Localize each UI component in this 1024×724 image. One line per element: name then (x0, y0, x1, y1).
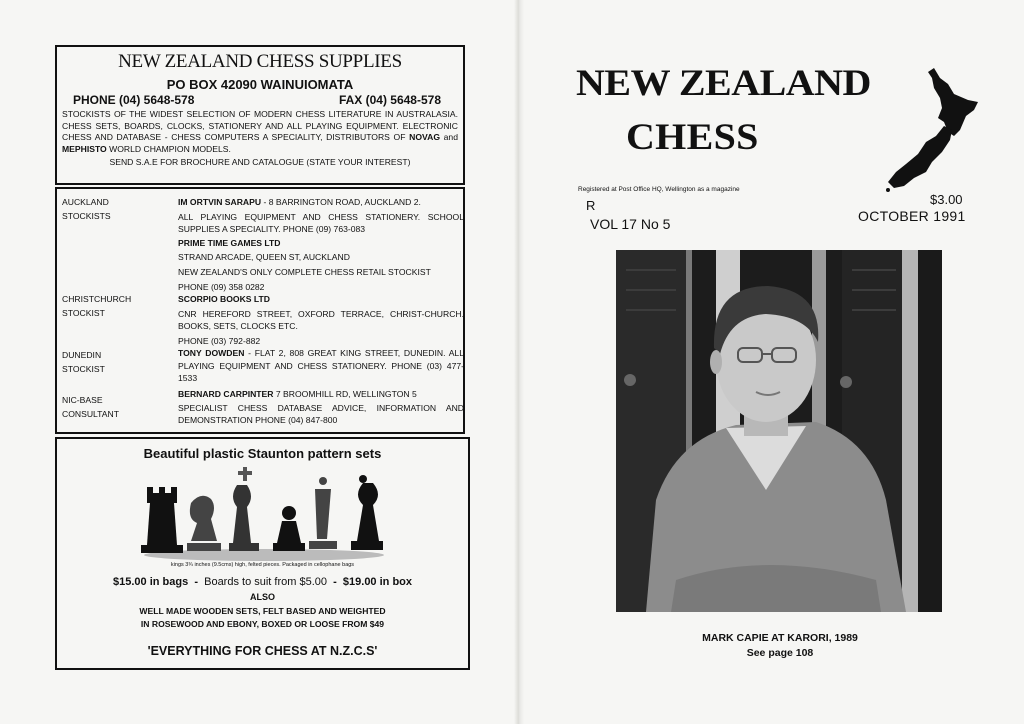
photo-caption: MARK CAPIE AT KARORI, 1989 (702, 632, 858, 644)
cover-photo (616, 250, 942, 612)
registration-note: Registered at Post Office HQ, Wellington as a magazine (578, 186, 740, 193)
chess-sets-ad-box (55, 437, 470, 670)
chess-pieces-illustration (139, 463, 389, 563)
supplier-ad-box (55, 45, 465, 185)
wooden-sets-line2: IN ROSEWOOD AND EBONY, BOXED OR LOOSE FROM $49 (140, 619, 385, 629)
cover-photo-image (616, 250, 942, 612)
supplier-description: STOCKISTS OF THE WIDEST SELECTION OF MODERN CHESS LITERATURE IN AUSTRALASIA. CHESS SETS, BOARDS, CLOCKS, STATIONERY AND ALL PLAYING EQUIPMENT. ELECTRONIC CHESS AND DATABASE - CHESS COMPUTERS A SPECIALITY, DISTRIBUTORS OF NOVAG and MEPHISTO WORLD CHAMPION MODELS. (62, 109, 458, 154)
masthead-line1: NEW ZEALAND (576, 61, 871, 104)
stockists-box: AUCKLAND STOCKISTS IM ORTVIN SARAPU - 8 BARRINGTON ROAD, AUCKLAND 2. ALL PLAYING EQUIPMENT AND CHESS STATIONERY. SCHOOL SUPPLIES A SPECIALITY. PHONE (09) 763-083 PRIME TIME GAMES LTD STRAND ARCADE, QUEEN ST, AUCKLAND NEW ZEALAND'S ONLY COMPLETE CHESS RETAIL STOCKIST PHONE (09) 358 0282 CHRISTCHURCH STOCKIST SCORPIO BOOKS LTD CNR HEREFORD STREET, OXFORD TERRACE, CHRIST-CHURCH. BOOKS, SETS, CLOCKS ETC. PHONE (03) 792-882 DUNEDIN STOCKIST TONY DOWDEN - FLAT 2, 808 GREAT KING STREET, DUNEDIN. ALL PLAYING EQUIPMENT AND CHESS STATIONERY. PHONE (03) 477-1533 NIC-BASE CONSULTANT BERNARD CARPINTER 7 BROOMHILL RD, WELLINGTON 5 SPECIALIST CHESS DATABASE ADVICE, INFORMATION AND DEMONSTRATION PHONE (04) 847-800 (55, 187, 465, 434)
wooden-sets-line1: WELL MADE WOODEN SETS, FELT BASED AND WEIGHTED (139, 606, 386, 616)
pieces-caption: kings 3¾ inches (9.5cms) high, felted pieces. Packaged in cellophane bags (170, 562, 355, 568)
tagline: 'EVERYTHING FOR CHESS AT N.Z.C.S' (147, 644, 378, 658)
page-spine (514, 0, 524, 724)
sets-heading: Beautiful plastic Staunton pattern sets (143, 446, 382, 461)
price-box: $19.00 in box (342, 576, 412, 588)
volume-number: VOL 17 No 5 (590, 216, 671, 232)
nz-map-icon (882, 64, 982, 194)
supplier-name: NEW ZEALAND CHESS SUPPLIES (118, 51, 402, 72)
see-page-note: See page 108 (746, 647, 814, 659)
supplier-fax: FAX (04) 5648-578 (338, 93, 441, 107)
supplier-address: PO BOX 42090 WAINUIOMATA (166, 77, 354, 92)
supplier-phone: PHONE (04) 5648-578 (73, 93, 195, 107)
also-label: ALSO (249, 592, 275, 602)
issue-date: OCTOBER 1991 (858, 208, 966, 224)
reg-mark: R (586, 198, 596, 213)
sets-prices: $15.00 in bags - Boards to suit from $5.00 - $19.00 in box (113, 576, 412, 588)
supplier-sae-note: SEND S.A.E FOR BROCHURE AND CATALOGUE (STATE YOUR INTEREST) (109, 157, 411, 168)
boards-price: Boards to suit from $5.00 (204, 576, 328, 588)
supplier-contacts (57, 93, 463, 107)
issue-price: $3.00 (930, 192, 963, 207)
price-bags: $15.00 in bags (113, 576, 189, 588)
masthead-line2: CHESS (626, 115, 759, 158)
